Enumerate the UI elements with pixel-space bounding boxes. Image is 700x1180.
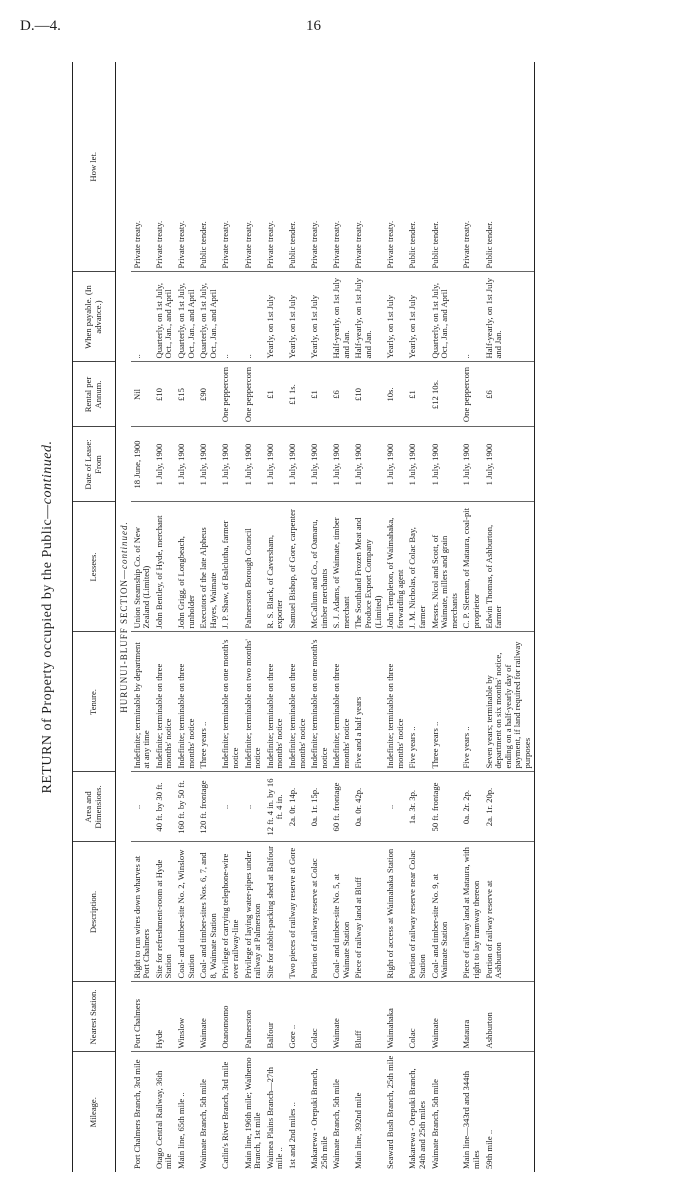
cell-station: Waimahaka <box>384 982 406 1052</box>
cell-description: Privilege of laying water-pipes under railway at Palmerston <box>242 842 264 982</box>
section-row <box>116 62 131 1172</box>
col-how-let: How let. <box>73 62 116 272</box>
cell-tenure: Three years .. <box>197 632 219 772</box>
cell-area: 40 ft. by 30 ft. <box>153 772 175 842</box>
cell-mileage: Otago Central Railway, 36th mile <box>153 1070 174 1169</box>
cell-lessee: Executors of the late Alpheus Hayes, Waimate <box>197 502 219 632</box>
cell-description: Coal- and timber-site No. 2, Winslow Station <box>175 842 197 982</box>
cell-area: 2a. 0r. 14p. <box>286 772 308 842</box>
cell-description: Coal- and timber-site No. 5, at Waimate Station <box>330 842 352 982</box>
cell-how: Private treaty. <box>308 62 330 272</box>
cell-station: Bluff <box>352 982 384 1052</box>
cell-station: Mataura <box>460 982 482 1052</box>
cell-payable: Half-yearly, on 1st July and Jan. <box>330 272 352 362</box>
cell-mileage: Main line, 65th mile .. <box>175 1092 186 1169</box>
cell-date: 1 July, 1900 <box>406 427 428 502</box>
cell-mileage: Main line—343rd and 344th miles <box>461 1070 481 1169</box>
cell-mileage: Waimate Branch, 5th mile <box>198 1079 209 1169</box>
cell-area: 2a. 1r. 20p. <box>483 772 534 842</box>
cell-area: 0a. 0r. 42p. <box>352 772 384 842</box>
table-row <box>460 62 482 1172</box>
cell-rental: £1 1s. <box>286 362 308 427</box>
cell-lessee: R. S. Black, of Caversham, exporter <box>264 502 286 632</box>
cell-rental: £90 <box>197 362 219 427</box>
cell-area: .. <box>384 772 406 842</box>
table-body <box>116 62 535 1172</box>
col-lessees: Lessees. <box>73 502 116 632</box>
cell-date: 1 July, 1900 <box>483 427 534 502</box>
table-row <box>197 62 219 1172</box>
table-row <box>308 62 330 1172</box>
cell-tenure: Indefinite; terminable on one month's notice <box>219 632 241 772</box>
cell-rental: £1 <box>308 362 330 427</box>
col-mileage: Mileage. <box>73 1052 116 1172</box>
cell-tenure: Indefinite; terminable on three months' notice <box>384 632 406 772</box>
cell-station: Otanomomo <box>219 982 241 1052</box>
cell-payable: Quarterly, on 1st July, Oct., Jan., and April <box>197 272 219 362</box>
cell-tenure: Indefinite; terminable on three months' notice <box>175 632 197 772</box>
page-number: 16 <box>306 18 321 34</box>
cell-tenure: Indefinite; terminable on three months' notice <box>264 632 286 772</box>
cell-mileage: Seaward Bush Branch, 25th mile <box>385 1055 396 1169</box>
cell-description: Coal- and timber-site No. 9, at Waimate Station <box>429 842 461 982</box>
cell-date: 1 July, 1900 <box>429 427 461 502</box>
cell-how: Public tender. <box>429 62 461 272</box>
col-rental: Rental per Annum. <box>73 362 116 427</box>
cell-date: 1 July, 1900 <box>286 427 308 502</box>
cell-rental: £6 <box>483 362 534 427</box>
cell-station: Waimate <box>429 982 461 1052</box>
cell-how: Private treaty. <box>131 62 153 272</box>
cell-rental: Nil <box>131 362 153 427</box>
table-row <box>131 62 153 1172</box>
cell-description: Portion of railway reserve at Ashburton <box>483 842 534 982</box>
cell-mileage: 59th mile .. <box>483 1052 534 1172</box>
cell-rental: £6 <box>330 362 352 427</box>
cell-how: Public tender. <box>286 62 308 272</box>
cell-station: Waimate <box>330 982 352 1052</box>
cell-rental: £1 <box>406 362 428 427</box>
cell-date: 1 July, 1900 <box>352 427 384 502</box>
cell-lessee: The Southland Frozen Meat and Produce Export Company (Limited) <box>352 502 384 632</box>
cell-tenure: Five years .. <box>460 632 482 772</box>
cell-date: 1 July, 1900 <box>264 427 286 502</box>
cell-lessee: Messrs. Nicol and Scott, of Waimate, millers and grain merchants <box>429 502 461 632</box>
cell-station: Winslow <box>175 982 197 1052</box>
cell-station: Port Chalmers <box>131 982 153 1052</box>
cell-payable: Half-yearly, on 1st July and Jan. <box>483 272 534 362</box>
cell-date: 1 July, 1900 <box>330 427 352 502</box>
cell-description: Site for refreshment-room at Hyde Station <box>153 842 175 982</box>
cell-date: 1 July, 1900 <box>384 427 406 502</box>
cell-payable: .. <box>131 272 153 362</box>
cell-description: Right of access at Waimahaka Station <box>384 842 406 982</box>
cell-mileage: Main line, 392nd mile <box>353 1092 364 1169</box>
table-row <box>242 62 264 1172</box>
cell-description: Portion of railway reserve near Colac Station <box>406 842 428 982</box>
cell-payable: Yearly, on 1st July <box>406 272 428 362</box>
cell-tenure: Indefinite; terminable on three months' notice <box>330 632 352 772</box>
cell-description: Two pieces of railway reserve at Gore <box>286 842 308 982</box>
cell-tenure: Five and a half years <box>352 632 384 772</box>
section-heading: HURUNUI-BLUFF SECTION—continued. <box>119 521 129 713</box>
cell-area: .. <box>219 772 241 842</box>
cell-mileage: Waimea Plains Branch—27th mile .. <box>264 1067 285 1169</box>
cell-station: Colac <box>406 982 428 1052</box>
cell-rental: 10s. <box>384 362 406 427</box>
cell-date: 1 July, 1900 <box>153 427 175 502</box>
cell-tenure: Seven years; terminable by department on six months' notice, ending on a half-yearly day of payment, if land required for railway purposes <box>483 632 534 772</box>
cell-tenure: Indefinite; terminable on three months' notice <box>153 632 175 772</box>
cell-rental: £12 10s. <box>429 362 461 427</box>
return-table <box>72 62 535 1172</box>
cell-payable: Quarterly, on 1st July, Oct., Jan., and April <box>153 272 175 362</box>
cell-station: Ashburton <box>483 982 534 1052</box>
cell-rental: £1 <box>264 362 286 427</box>
cell-how: Private treaty. <box>219 62 241 272</box>
cell-description: Portion of railway reserve at Colac <box>308 842 330 982</box>
rotated-sheet <box>40 62 660 1172</box>
cell-description: Piece of railway land at Mataura, with right to lay tramway thereon <box>460 842 482 982</box>
cell-date: 1 July, 1900 <box>197 427 219 502</box>
cell-payable: Yearly, on 1st July <box>384 272 406 362</box>
cell-description: Privilege of carrying telephone-wire over railway-line <box>219 842 241 982</box>
cell-how: Public tender. <box>483 62 534 272</box>
col-station: Nearest Station. <box>73 982 116 1052</box>
table-row <box>406 62 428 1172</box>
cell-date: 1 July, 1900 <box>242 427 264 502</box>
header-row <box>73 62 116 1172</box>
cell-date: 1 July, 1900 <box>308 427 330 502</box>
cell-payable: .. <box>242 272 264 362</box>
cell-description: Right to run wires down wharves at Port Chalmers <box>131 842 153 982</box>
cell-lessee: Edwin Thomas, of Ashburton, farmer <box>483 502 534 632</box>
cell-rental: One peppercorn <box>460 362 482 427</box>
cell-description: Piece of railway land at Bluff <box>352 842 384 982</box>
cell-lessee: McCallum and Co., of Oamaru, timber merchants <box>308 502 330 632</box>
cell-lessee: John Templeton, of Waimahaka, forwarding agent <box>384 502 406 632</box>
cell-date: 1 July, 1900 <box>175 427 197 502</box>
title-suffix: continued. <box>40 440 55 505</box>
cell-mileage: Makarewa - Orepuki Branch, 24th and 25th miles <box>407 1068 428 1169</box>
cell-area: .. <box>242 772 264 842</box>
table-row <box>483 62 534 1172</box>
cell-station: Palmerston <box>242 982 264 1052</box>
table-row <box>384 62 406 1172</box>
col-tenure: Tenure. <box>73 632 116 772</box>
cell-how: Private treaty. <box>330 62 352 272</box>
cell-rental: £10 <box>153 362 175 427</box>
cell-station: Balfour <box>264 982 286 1052</box>
cell-payable: Quarterly, on 1st July, Oct., Jan., and April <box>175 272 197 362</box>
cell-tenure: Indefinite; terminable on two months' notice <box>242 632 264 772</box>
cell-area: 120 ft. frontage <box>197 772 219 842</box>
cell-lessee: J. M. Nicholas, of Colac Bay, farmer <box>406 502 428 632</box>
cell-area: 0a. 2r. 2p. <box>460 772 482 842</box>
cell-lessee: Palmerston Borough Council <box>242 502 264 632</box>
cell-how: Private treaty. <box>175 62 197 272</box>
cell-station: Hyde <box>153 982 175 1052</box>
cell-tenure: Indefinite; terminable by department at any time <box>131 632 153 772</box>
cell-station: Gore .. <box>286 982 308 1052</box>
cell-rental: £10 <box>352 362 384 427</box>
cell-how: Private treaty. <box>460 62 482 272</box>
cell-mileage: Port Chalmers Branch, 3rd mile <box>131 1059 142 1169</box>
cell-how: Public tender. <box>197 62 219 272</box>
col-description: Description. <box>73 842 116 982</box>
cell-mileage: Waimate Branch, 5th mile <box>331 1079 342 1169</box>
cell-date: 1 July, 1900 <box>460 427 482 502</box>
table-row <box>219 62 241 1172</box>
col-area: Area and Dimensions. <box>73 772 116 842</box>
cell-lessee: Samuel Bishop, of Gore, carpenter <box>286 502 308 632</box>
page-code: D.—4. <box>20 18 61 34</box>
table-row <box>175 62 197 1172</box>
cell-mileage: 1st and 2nd miles .. <box>286 1102 297 1169</box>
cell-area: 50 ft. frontage <box>429 772 461 842</box>
cell-tenure: Indefinite; terminable on one month's notice <box>308 632 330 772</box>
cell-area: 60 ft. frontage <box>330 772 352 842</box>
title-main: RETURN of Property occupied by the Public— <box>40 504 55 794</box>
cell-area: 12 ft. 4 in. by 16 ft. 4 in. <box>264 772 286 842</box>
cell-lessee: John Bentley, of Hyde, merchant <box>153 502 175 632</box>
cell-lessee: S. J. Adams, of Waimate, timber merchant <box>330 502 352 632</box>
cell-how: Public tender. <box>406 62 428 272</box>
cell-how: Private treaty. <box>352 62 384 272</box>
cell-payable: .. <box>460 272 482 362</box>
cell-payable: Quarterly, on 1st July, Oct., Jan., and April <box>429 272 461 362</box>
cell-lessee: J. P. Shaw, of Balclutha, farmer <box>219 502 241 632</box>
cell-lessee: C. P. Sleeman, of Mataura, coal-pit proprietor <box>460 502 482 632</box>
table-row <box>330 62 352 1172</box>
cell-date: 18 June, 1900 <box>131 427 153 502</box>
cell-rental: £15 <box>175 362 197 427</box>
cell-mileage: Catlin's River Branch, 3rd mile <box>220 1061 231 1169</box>
cell-payable: Yearly, on 1st July <box>286 272 308 362</box>
cell-payable: Yearly, on 1st July <box>264 272 286 362</box>
cell-payable: .. <box>219 272 241 362</box>
cell-payable: Half-yearly, on 1st July and Jan. <box>352 272 384 362</box>
table-row <box>286 62 308 1172</box>
cell-area: 0a. 1r. 15p. <box>308 772 330 842</box>
table-row <box>429 62 461 1172</box>
cell-station: Waimate <box>197 982 219 1052</box>
cell-how: Private treaty. <box>242 62 264 272</box>
cell-description: Coal- and timber-sites Nos. 6, 7, and 8, Waimate Station <box>197 842 219 982</box>
cell-rental: One peppercorn <box>219 362 241 427</box>
cell-payable: Yearly, on 1st July <box>308 272 330 362</box>
col-date: Date of Lease: From <box>73 427 116 502</box>
cell-mileage: Makarewa - Orepuki Branch, 25th mile <box>309 1068 329 1169</box>
cell-tenure: Indefinite; terminable on three months' notice <box>286 632 308 772</box>
cell-mileage: Main line, 196th mile; Waihemo Branch, 1st mile <box>242 1057 263 1169</box>
table-row <box>153 62 175 1172</box>
cell-date: 1 July, 1900 <box>219 427 241 502</box>
table-row <box>352 62 384 1172</box>
cell-lessee: John Grigg, of Longbeach, runholder <box>175 502 197 632</box>
cell-tenure: Five years .. <box>406 632 428 772</box>
cell-tenure: Three years .. <box>429 632 461 772</box>
cell-mileage: Waimate Branch, 5th mile <box>429 1079 440 1169</box>
col-payable: When payable. (In advance.) <box>73 272 116 362</box>
cell-rental: One peppercorn <box>242 362 264 427</box>
table-row <box>264 62 286 1172</box>
cell-description: Site for rabbit-packing shed at Balfour <box>264 842 286 982</box>
cell-how: Private treaty. <box>153 62 175 272</box>
cell-how: Private treaty. <box>264 62 286 272</box>
cell-area: 1a. 3r. 3p. <box>406 772 428 842</box>
page-title <box>40 62 64 1172</box>
cell-area: 160 ft. by 50 ft. <box>175 772 197 842</box>
cell-area: .. <box>131 772 153 842</box>
cell-lessee: Union Steamship Co. of New Zealand (Limited) <box>131 502 153 632</box>
cell-how: Private treaty. <box>384 62 406 272</box>
cell-station: Colac <box>308 982 330 1052</box>
